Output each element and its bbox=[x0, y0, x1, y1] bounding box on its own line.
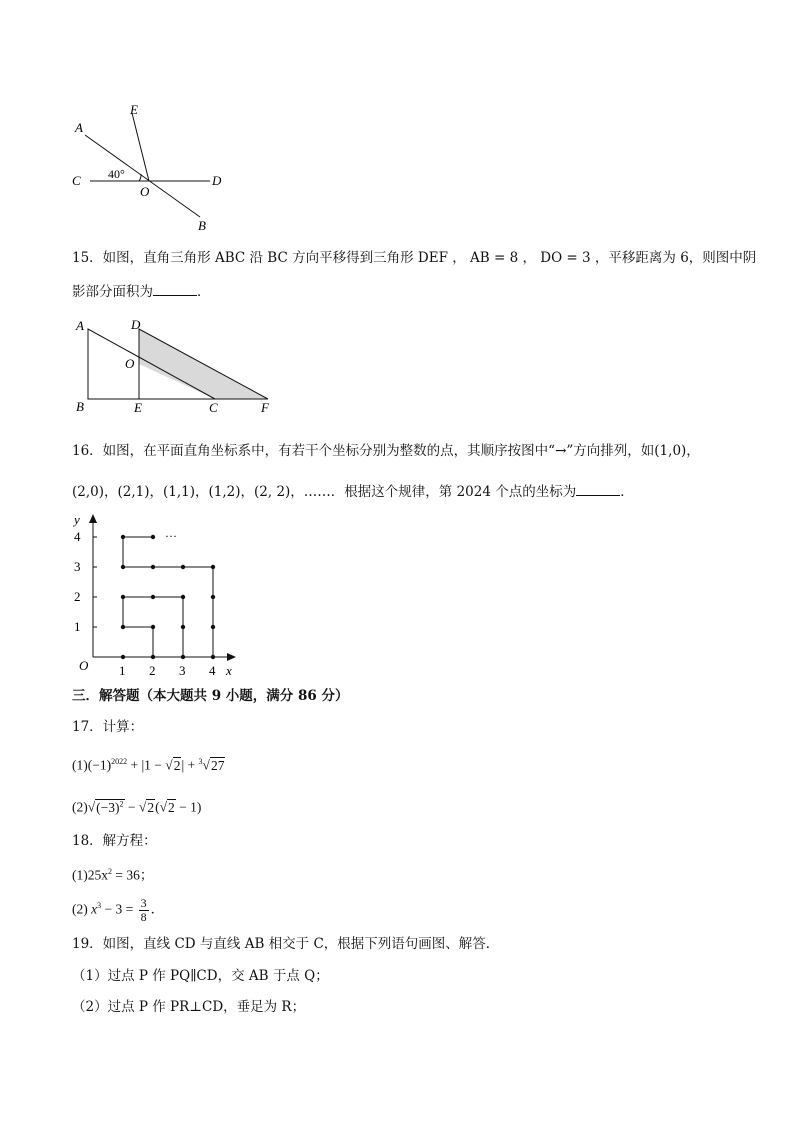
label-e: E bbox=[130, 102, 138, 117]
q19-line2: （1）过点 P 作 PQ∥CD，交 AB 于点 Q； bbox=[72, 968, 329, 984]
angle-label: 40° bbox=[108, 167, 125, 181]
label-b: B bbox=[198, 218, 206, 233]
y-tick-2: 2 bbox=[74, 589, 81, 604]
q17-part1: $(1)(-1)^{2022} + |1 - √2| + ^3√27$ bbox=[72, 757, 225, 773]
label-b: B bbox=[76, 399, 84, 414]
q17-part2: $(2)√(-3)^2 - √2(√2 - 1)$ bbox=[72, 799, 202, 815]
q16-line2-suffix: ． bbox=[620, 484, 634, 500]
x-axis-label: x bbox=[226, 663, 232, 678]
q18-title: 18．解方程： bbox=[72, 833, 157, 849]
q15-answer-blank[interactable] bbox=[153, 281, 197, 296]
label-o: O bbox=[140, 184, 150, 199]
x-tick-2: 2 bbox=[149, 663, 156, 678]
y-axis-label: y bbox=[74, 512, 80, 527]
q16-answer-blank[interactable] bbox=[576, 481, 620, 496]
q16-line2-prefix: (2,0)，(2,1)，(1,1)，(1,2)，(2, 2)，……．根据这个规律，第 2024 个点的坐标为 bbox=[72, 484, 577, 500]
label-d: D bbox=[131, 317, 141, 332]
y-tick-4: 4 bbox=[74, 529, 81, 544]
line-ab bbox=[85, 135, 200, 217]
q18-part1: $(1)25x^2 = 36$； bbox=[72, 867, 154, 883]
x-tick-4: 4 bbox=[209, 663, 216, 678]
fraction-3-8: $\frac{3}{8}$ bbox=[140, 895, 147, 924]
q18-part2: (2) $x^3 - 3$ = $\frac{3}{8}$ ． bbox=[72, 895, 165, 924]
figure-16-coordinate-diagram bbox=[66, 510, 256, 682]
x-tick-3: 3 bbox=[179, 663, 186, 678]
label-e: E bbox=[134, 400, 142, 415]
label-f: F bbox=[261, 400, 269, 415]
ellipsis: ··· bbox=[165, 529, 177, 543]
x-tick-1: 1 bbox=[119, 663, 126, 678]
label-a: A bbox=[76, 318, 84, 333]
q15-line1: 15．如图，直角三角形 ABC 沿 BC 方向平移得到三角形 DEF ， AB = 8 ， DO = 3 ，平移距离为 6，则图中阴 bbox=[72, 250, 757, 266]
q16-line1: 16．如图，在平面直角坐标系中，有若干个坐标分别为整数的点，其顺序按图中“→”方向排列，如(1,0)， bbox=[72, 443, 700, 459]
q19-line3: （2）过点 P 作 PR⊥CD，垂足为 R； bbox=[72, 999, 306, 1015]
q15-line2-suffix: ． bbox=[197, 284, 211, 300]
x-axis-arrow bbox=[227, 653, 236, 661]
q17-title: 17．计算： bbox=[72, 719, 144, 735]
angle-arc bbox=[139, 174, 141, 181]
q15-line2-prefix: 影部分面积为 bbox=[72, 284, 153, 300]
y-axis-arrow bbox=[89, 514, 97, 523]
label-d: D bbox=[212, 173, 222, 188]
label-a: A bbox=[75, 120, 83, 135]
label-c: C bbox=[72, 173, 81, 188]
spiral-path bbox=[123, 537, 213, 657]
q15-line2 bbox=[72, 281, 211, 302]
label-o: O bbox=[125, 356, 135, 371]
y-tick-3: 3 bbox=[74, 559, 81, 574]
y-tick-1: 1 bbox=[74, 619, 81, 634]
q19-line1: 19．如图，直线 CD 与直线 AB 相交于 C，根据下列语句画图、解答． bbox=[72, 936, 500, 952]
section-3-heading: 三．解答题（本大题共 9 小题，满分 86 分） bbox=[72, 688, 349, 704]
figure-14-angle-diagram bbox=[60, 95, 240, 235]
q16-line2 bbox=[72, 481, 634, 502]
label-c: C bbox=[209, 400, 218, 415]
figure-15-triangle-diagram bbox=[70, 315, 290, 420]
origin-label: O bbox=[79, 658, 89, 673]
